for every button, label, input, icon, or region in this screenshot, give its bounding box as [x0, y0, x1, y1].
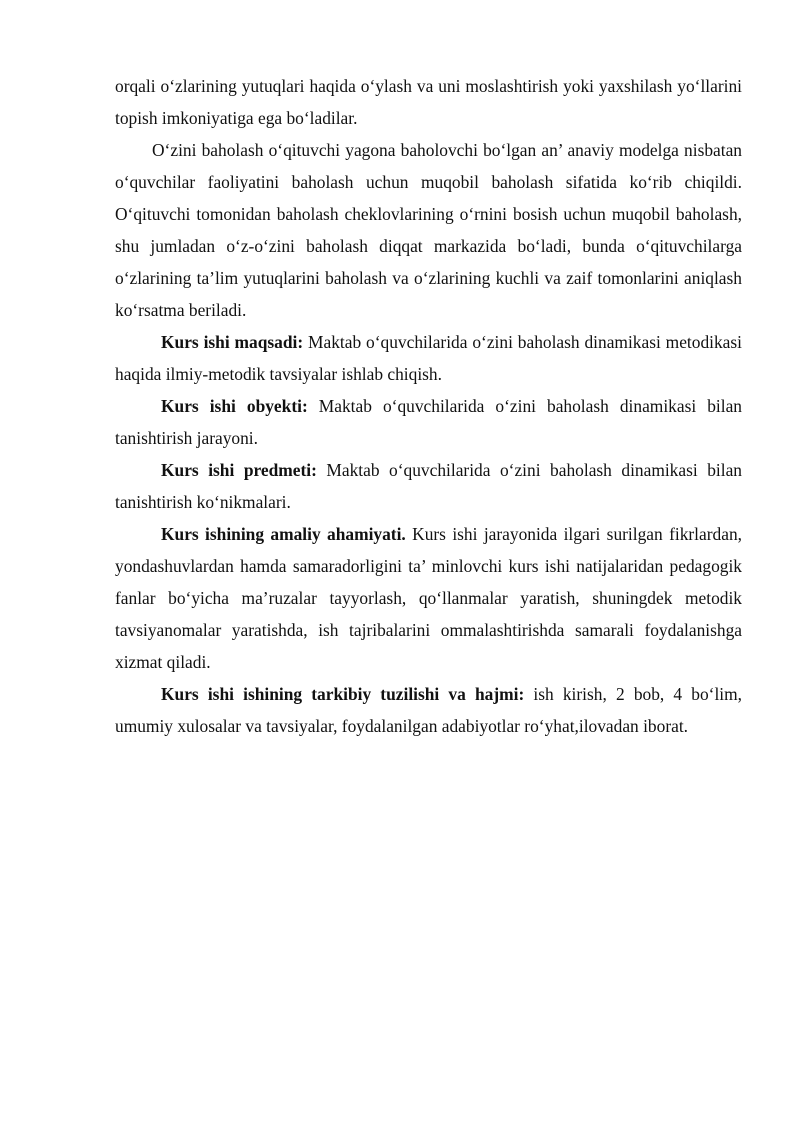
- paragraph-practical-significance: [115, 518, 742, 678]
- paragraph-self-assessment: [115, 134, 742, 326]
- paragraph-text: ish kirish, 2 bob, 4 bo‘lim, umumiy xulosalar va tavsiyalar, foydalanilgan adabiyotlar ro‘yhat,ilovadan iborat.: [115, 684, 742, 736]
- document-page: [115, 70, 742, 742]
- paragraph-heading: Kurs ishi predmeti:: [161, 460, 317, 480]
- paragraph-text: Kurs ishi jarayonida ilgari surilgan fikrlardan, yondashuvlardan hamda samaradorligini ta’ minlovchi kurs ishi natijalaridan pedagogik fanlar bo‘yicha ma’ruzalar tayyorlash, qo‘llanmalar yaratish, shuningdek metodik tavsiyanomalar yaratishda, ish tajribalarini ommalashtirishda samarali foydalanishga xizmat qiladi.: [115, 524, 742, 672]
- paragraph-text: O‘zini baholash o‘qituvchi yagona baholovchi bo‘lgan an’ anaviy modelga nisbatan o‘quvchilar faoliyatini baholash uchun muqobil baholash sifatida ko‘rib chiqildi. O‘qituvchi tomonidan baholash cheklovlarining o‘rnini bosish uchun muqobil baholash, shu jumladan o‘z-o‘zini baholash diqqat markazida bo‘ladi, bunda o‘qituvchilarga o‘zlarining ta’lim yutuqlarini baholash va o‘zlarining kuchli va zaif tomonlarini aniqlash ko‘rsatma beriladi.: [115, 140, 742, 320]
- paragraph-subject: [115, 454, 742, 518]
- paragraph-text: Maktab o‘quvchilarida o‘zini baholash dinamikasi bilan tanishtirish ko‘nikmalari.: [115, 460, 742, 512]
- paragraph-text: Maktab o‘quvchilarida o‘zini baholash dinamikasi metodikasi haqida ilmiy-metodik tavsiyalar ishlab chiqish.: [115, 332, 742, 384]
- paragraph-heading: Kurs ishi ishining tarkibiy tuzilishi va hajmi:: [161, 684, 525, 704]
- paragraph-heading: Kurs ishi maqsadi:: [161, 332, 304, 352]
- paragraph-continuation: [115, 70, 742, 134]
- paragraph-object: [115, 390, 742, 454]
- paragraph-structure: [115, 678, 742, 742]
- paragraph-goal: [115, 326, 742, 390]
- paragraph-text: Maktab o‘quvchilarida o‘zini baholash dinamikasi bilan tanishtirish jarayoni.: [115, 396, 742, 448]
- paragraph-text: orqali o‘zlarining yutuqlari haqida o‘ylash va uni moslashtirish yoki yaxshilash yo‘llarini topish imkoniyatiga ega bo‘ladilar.: [115, 76, 742, 128]
- paragraph-heading: Kurs ishi obyekti:: [161, 396, 308, 416]
- paragraph-heading: Kurs ishining amaliy ahamiyati.: [161, 524, 406, 544]
